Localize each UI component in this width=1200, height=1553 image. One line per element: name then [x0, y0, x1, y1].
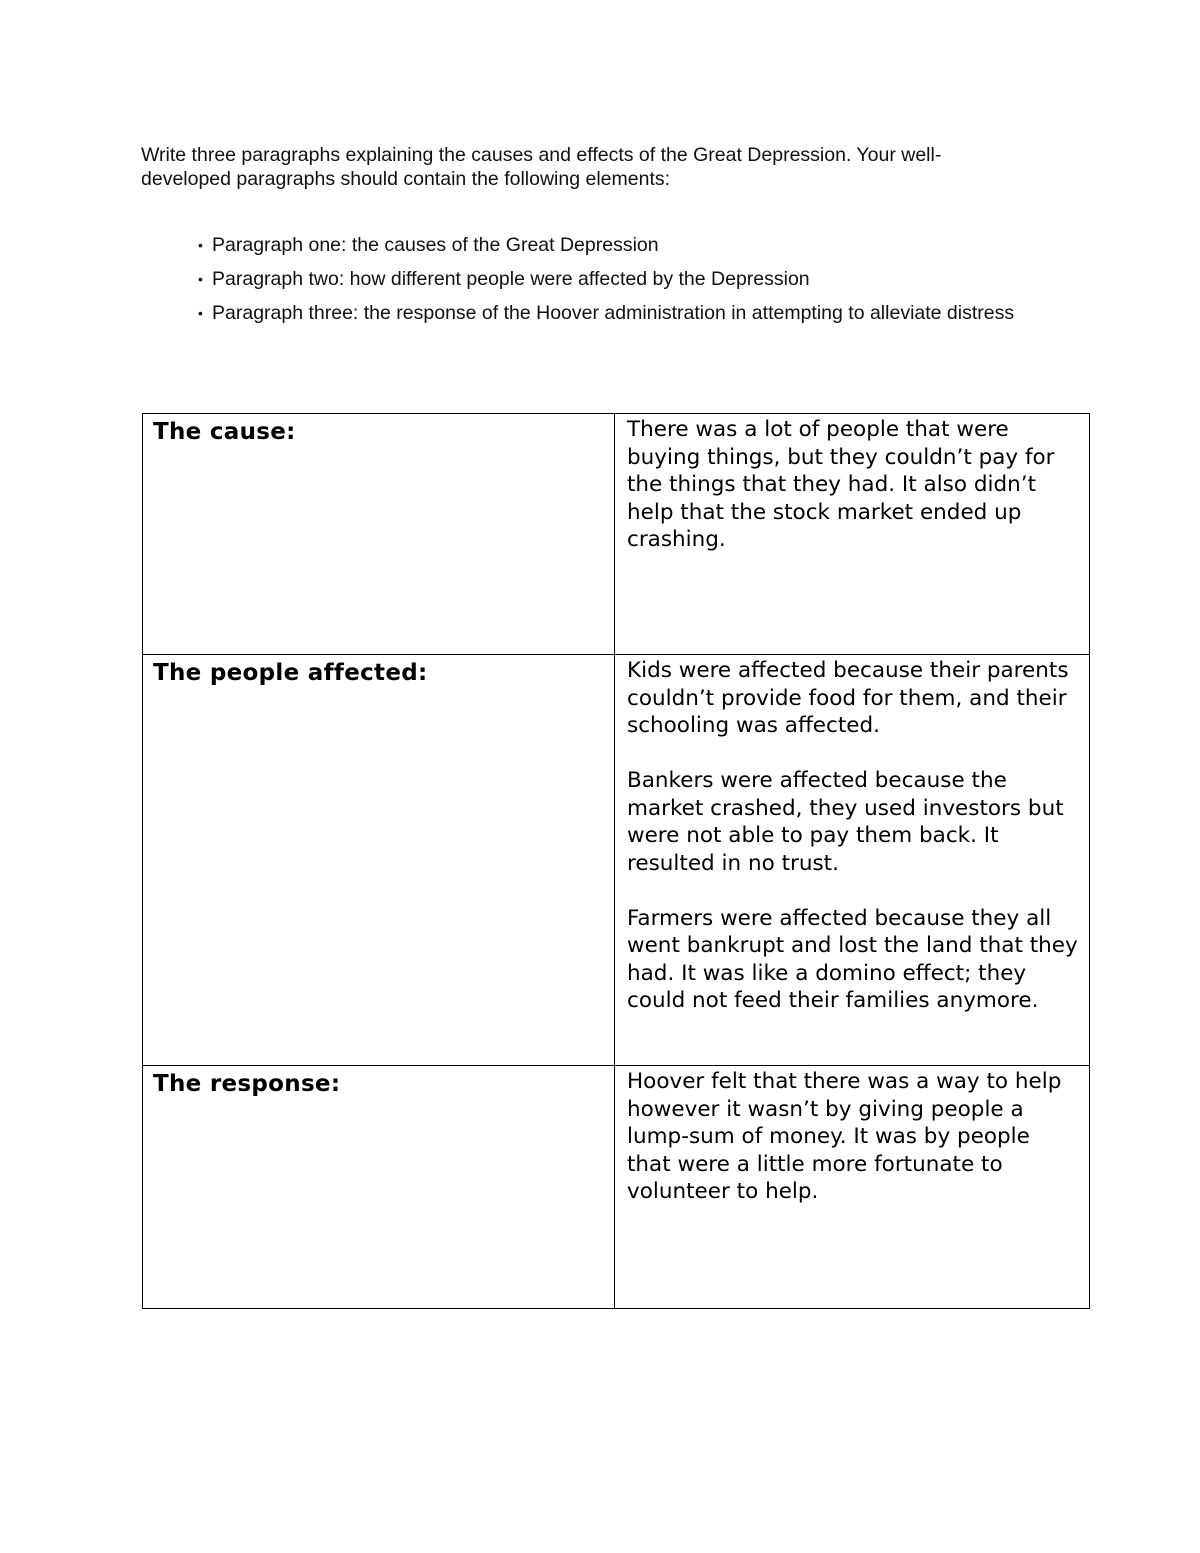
requirement-text: Paragraph three: the response of the Hoover administration in attempting to alleviate distress [212, 302, 1015, 324]
instructions-intro: Write three paragraphs explaining the causes and effects of the Great Depression. Your well-developed paragraphs should contain the following elements: [141, 144, 942, 190]
answer-cell [615, 655, 1090, 1066]
row-label: The cause: [153, 419, 296, 445]
row-label-cell [143, 1066, 615, 1309]
answer-paragraph: Bankers were affected because the market crashed, they used investors but were not able to pay them back. It resulted in no trust. [627, 768, 1064, 876]
answer-cell [615, 1066, 1090, 1309]
answer-text [615, 655, 1089, 1015]
requirement-text: Paragraph one: the causes of the Great Depression [212, 234, 659, 256]
table-row-cause [143, 414, 1090, 655]
assignment-instructions [141, 143, 1021, 191]
graphic-organizer-table [142, 413, 1090, 1309]
answer-text [615, 414, 1089, 554]
row-label: The people affected: [153, 660, 428, 686]
answer-paragraph: There was a lot of people that were buying things, but they couldn’t pay for the things that they had. It also didn’t help that the stock market ended up crashing. [627, 417, 1055, 552]
answer-paragraph: Farmers were affected because they all went bankrupt and lost the land that they had. It was like a domino effect; they could not feed their families anymore. [627, 905, 1078, 1013]
bullet-icon: • [198, 271, 203, 287]
table-row-people-affected [143, 655, 1090, 1066]
bullet-icon: • [198, 237, 203, 253]
requirement-text: Paragraph two: how different people were affected by the Depression [212, 268, 810, 290]
table-row-response [143, 1066, 1090, 1309]
answer-cell [615, 414, 1090, 655]
requirement-item [198, 267, 1018, 291]
row-label: The response: [153, 1071, 341, 1097]
requirement-item [198, 301, 1018, 325]
row-label-cell [143, 414, 615, 655]
bullet-icon: • [198, 305, 203, 321]
row-label-cell [143, 655, 615, 1066]
answer-paragraph: Kids were affected because their parents couldn’t provide food for them, and their schooling was affected. [627, 658, 1069, 738]
answer-text [615, 1066, 1089, 1206]
requirement-item [198, 233, 1018, 257]
answer-paragraph: Hoover felt that there was a way to help however it wasn’t by giving people a lump-sum of money. It was by people that were a little more fortunate to volunteer to help. [627, 1069, 1062, 1204]
requirements-list [198, 233, 1018, 335]
